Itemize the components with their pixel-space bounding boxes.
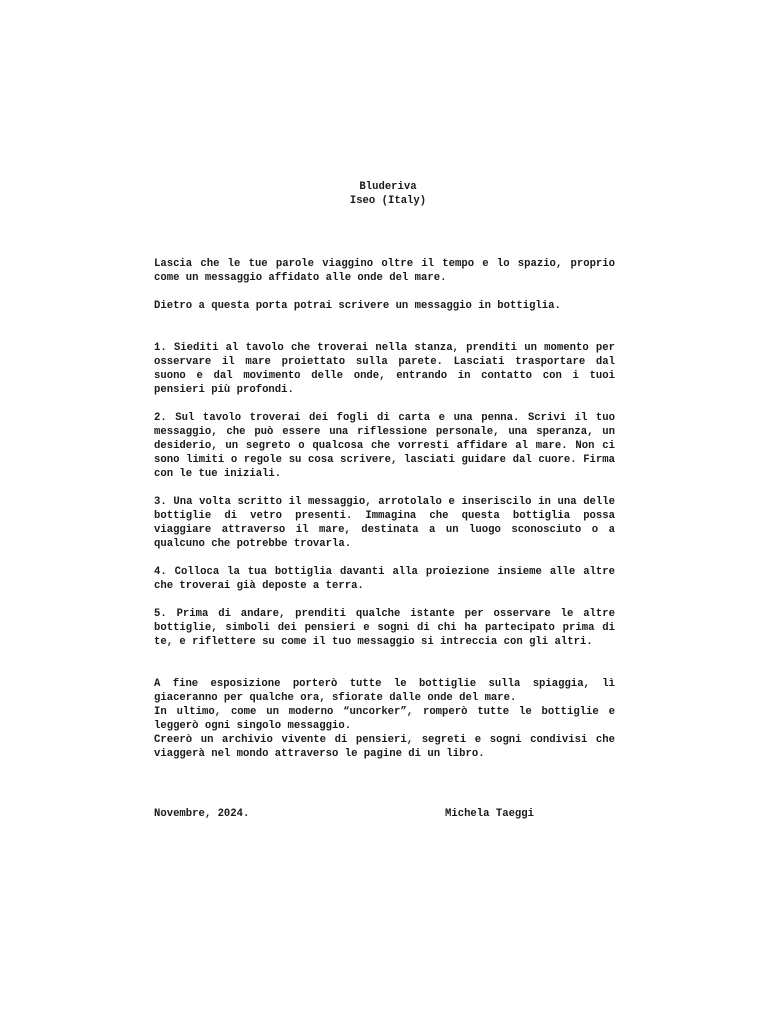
instruction-step: 4. Colloca la tua bottiglia davanti alla proiezione insieme alle altre che troverai già deposte a terra. — [154, 566, 615, 592]
instruction-step: 2. Sul tavolo troverai dei fogli di carta e una penna. Scrivi il tuo messaggio, che può essere una riflessione personale, una speranza, un desiderio, un segreto o qualcosa che vorresti affidare al mare. Non ci sono limiti o regole su cosa scrivere, lasciati guidare dal cuore. Firma con le tue iniziali. — [154, 412, 615, 480]
document-author: Michela Taeggi — [445, 808, 535, 820]
instruction-step: 3. Una volta scritto il messaggio, arrotolalo e inseriscilo in una delle bottiglie di vetro presenti. Immagina che questa bottiglia possa viaggiare attraverso il mare, destinata a un luogo sconosciuto o a qualcuno che potrebbe trovarla. — [154, 496, 615, 550]
document-title: Bluderiva — [359, 181, 417, 193]
document-header — [0, 180, 768, 208]
intro-paragraph: Dietro a questa porta potrai scrivere un messaggio in bottiglia. — [154, 300, 561, 312]
closing-line: Creerò un archivio vivente di pensieri, segreti e sogni condivisi che viaggerà nel mondo attraverso le pagine di un libro. — [154, 734, 615, 760]
document-body — [154, 257, 615, 761]
instruction-step: 5. Prima di andare, prenditi qualche istante per osservare le altre bottiglie, simboli dei pensieri e sogni di chi ha partecipato prima di te, e riflettere su come il tuo messaggio si intreccia con gli altri. — [154, 608, 615, 648]
closing-line: In ultimo, come un moderno “uncorker”, romperò tutte le bottiglie e leggerò ogni singolo messaggio. — [154, 706, 615, 732]
instruction-step: 1. Siediti al tavolo che troverai nella stanza, prenditi un momento per osservare il mare proiettato sulla parete. Lasciati trasportare dal suono e dal movimento delle onde, entrando in contatto con i tuoi pensieri più profondi. — [154, 342, 615, 396]
instruction-steps — [154, 341, 615, 649]
document-date: Novembre, 2024. — [154, 808, 250, 820]
closing-line: A fine esposizione porterò tutte le bottiglie sulla spiaggia, lì giaceranno per qualche ora, sfiorate dalle onde del mare. — [154, 678, 615, 704]
document-location: Iseo (Italy) — [349, 195, 427, 207]
closing-section — [154, 677, 615, 761]
document-footer — [154, 807, 554, 821]
intro-paragraph: Lascia che le tue parole viaggino oltre il tempo e lo spazio, proprio come un messaggio affidato alle onde del mare. — [154, 258, 615, 284]
